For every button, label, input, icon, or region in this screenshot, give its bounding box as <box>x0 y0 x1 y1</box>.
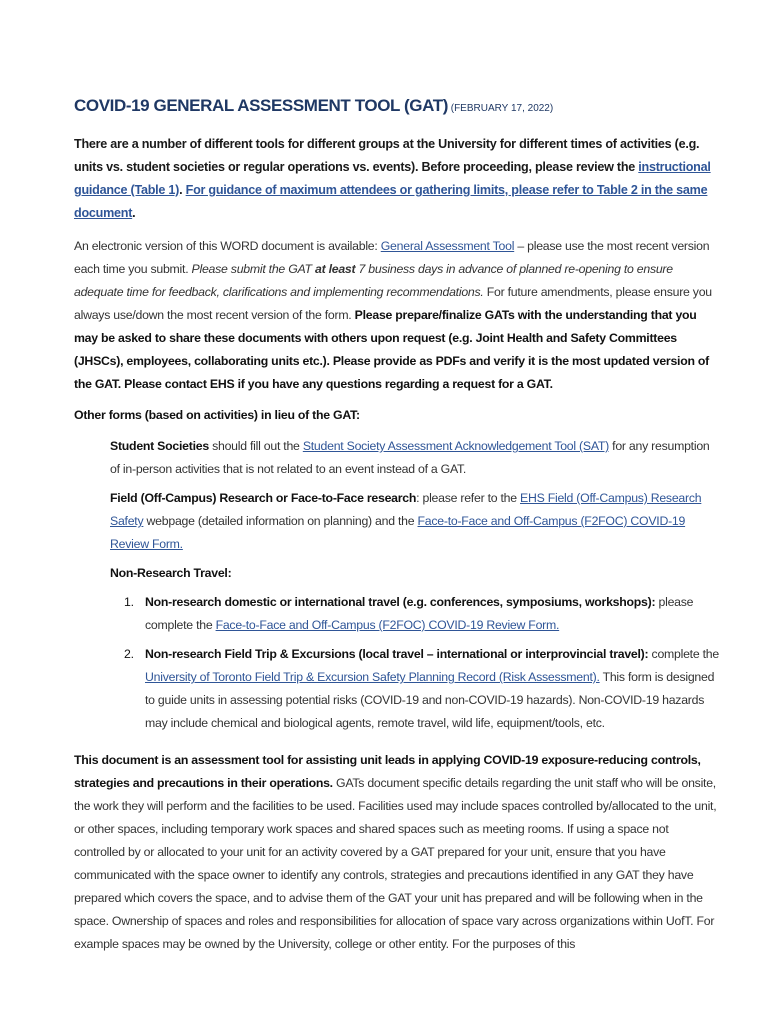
electronic-italic-bold: at least <box>314 262 356 276</box>
field-text-2: webpage (detailed information on planning) and the <box>143 514 418 528</box>
other-forms-section <box>110 435 722 585</box>
field-research-label: Field (Off-Campus) Research or Face-to-Face research <box>110 491 417 505</box>
electronic-text-1: An electronic version of this WORD document is available: <box>74 239 381 253</box>
electronic-text-2: – please use the most recent version each time you submit. <box>74 239 710 276</box>
document-content <box>74 94 722 968</box>
title-text: COVID-19 GENERAL ASSESSMENT TOOL (GAT) <box>74 96 448 115</box>
electronic-bold-text: Please prepare/finalize GATs with the understanding that you may be asked to share these documents with others upon request (e.g. Joint Health and Safety Committees (JHSCs), employees, collaborating units etc.). Please provide as PDFs and verify it is the most updated version of the GAT. Please contact EHS if you have any questions regarding a request for a GAT. <box>74 308 710 391</box>
field-trip-risk-assessment-link[interactable]: University of Toronto Field Trip & Excursion Safety Planning Record (Risk Assessment). <box>145 670 600 684</box>
electronic-italic-2: 7 business days in advance of planned re-opening to ensure adequate time for feedback, clarifications and implementing recommendations. <box>74 262 673 299</box>
list-item-bold: Non-research domestic or international travel (e.g. conferences, symposiums, workshops): <box>145 595 656 609</box>
general-assessment-tool-link[interactable]: General Assessment Tool <box>380 239 515 253</box>
assessment-tool-paragraph <box>74 749 722 956</box>
document-title <box>74 94 722 121</box>
student-societies-paragraph <box>110 435 722 481</box>
student-societies-label: Student Societies <box>110 439 209 453</box>
ehs-field-research-link[interactable]: EHS Field (Off-Campus) Research Safety <box>110 491 702 528</box>
electronic-version-paragraph <box>74 235 722 396</box>
instructional-guidance-link[interactable]: instructional guidance (Table 1) <box>74 160 711 197</box>
non-research-travel-heading: Non-Research Travel: <box>110 566 232 580</box>
intro-text-1: There are a number of different tools for different groups at the University for different times of activities (e.g. units vs. student societies or regular operations vs. events). Before proceeding, please review the <box>74 137 700 174</box>
intro-text-3: . <box>132 206 136 220</box>
travel-list <box>74 591 722 735</box>
electronic-italic-1: Please submit the GAT <box>191 262 315 276</box>
sat-link[interactable]: Student Society Assessment Acknowledgement Tool (SAT) <box>302 439 609 453</box>
list-number: 1. <box>124 595 134 609</box>
field-research-paragraph <box>110 487 722 556</box>
f2foc-review-form-link-2[interactable]: Face-to-Face and Off-Campus (F2FOC) COVID-19 Review Form. <box>215 618 560 632</box>
list-item <box>124 643 722 735</box>
list-item-bold: Non-research Field Trip & Excursions (local travel – international or interprovincial travel): <box>145 647 649 661</box>
intro-paragraph <box>74 133 722 225</box>
electronic-text-3: For future amendments, please ensure you always use/down the most recent version of the form. <box>74 285 712 322</box>
f2foc-review-form-link[interactable]: Face-to-Face and Off-Campus (F2FOC) COVID-19 Review Form. <box>110 514 686 551</box>
other-forms-heading: Other forms (based on activities) in lieu of the GAT: <box>74 408 360 422</box>
list-item-text-1: please complete the <box>145 595 694 632</box>
gathering-limits-link[interactable]: For guidance of maximum attendees or gathering limits, please refer to Table 2 in the same document <box>74 183 708 220</box>
final-bold-text: This document is an assessment tool for assisting unit leads in applying COVID-19 exposure-reducing controls, strategies and precautions in their operations. <box>74 753 701 790</box>
title-date: (FEBRUARY 17, 2022) <box>447 103 554 114</box>
intro-text-2: . <box>179 183 186 197</box>
list-item <box>124 591 722 637</box>
list-item-text-1: complete the <box>648 647 719 661</box>
student-text-1: should fill out the <box>208 439 303 453</box>
student-text-2: for any resumption of in-person activities that is not related to an event instead of a GAT. <box>110 439 710 476</box>
field-text-1: : please refer to the <box>416 491 521 505</box>
final-text: GATs document specific details regarding the unit staff who will be onsite, the work they will perform and the facilities to be used. Facilities used may include spaces controlled by/allocated to the unit, or other spaces, including temporary work spaces and shared spaces such as meeting rooms. If using a space not controlled by or allocated to your unit for an activity covered by a GAT prepared for your unit, ensure that you have communicated with the space owner to identify any controls, strategies and precautions identified in any GAT they have prepared which covers the space, and to advise them of the GAT your unit has prepared and will be following when in the space. Ownership of spaces and roles and responsibilities for allocation of space vary across organizations within UofT. For example spaces may be owned by the University, college or other entity. For the purposes of this <box>74 776 717 951</box>
list-item-text-2: This form is designed to guide units in assessing potential risks (COVID-19 and non-COVID-19 hazards). Non-COVID-19 hazards may include chemical and biological agents, remote travel, wild life, equipment/tools, etc. <box>145 670 715 730</box>
list-number: 2. <box>124 647 134 661</box>
